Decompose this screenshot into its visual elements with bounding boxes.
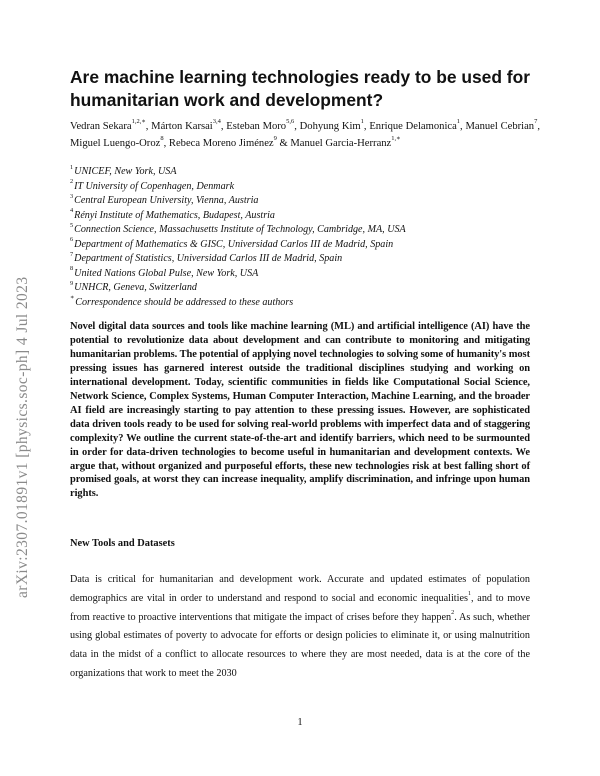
author-separator: , xyxy=(145,121,152,132)
author-separator: , xyxy=(294,121,300,132)
affiliation-text: United Nations Global Pulse, New York, USA xyxy=(74,267,259,279)
affiliation-text: UNICEF, New York, USA xyxy=(74,166,177,177)
affiliation-text: Correspondence should be addressed to these authors xyxy=(75,296,294,308)
affiliation-mark: 8 xyxy=(70,265,74,273)
affiliation-text: Department of Statistics, Universidad Carlos III de Madrid, Spain xyxy=(74,253,343,264)
author-name: Dohyung Kim xyxy=(299,121,361,132)
affiliation-mark: 1 xyxy=(70,163,74,171)
affiliation-text: Connection Science, Massachusetts Institute of Technology, Cambridge, MA, USA xyxy=(74,224,406,235)
author-name: Rebeca Moreno Jiménez xyxy=(168,137,274,149)
author-separator: , xyxy=(460,121,466,132)
affiliation-text: UNHCR, Geneva, Switzerland xyxy=(74,282,197,293)
affiliation-list xyxy=(70,165,540,310)
paper-title: Are machine learning technologies ready to be used for humanitarian work and development? xyxy=(70,67,530,110)
affiliation-item xyxy=(70,209,540,224)
affiliation-item xyxy=(70,238,540,253)
author-affiliation-mark: 1,2,∗ xyxy=(131,118,146,126)
author-name: Márton Karsai xyxy=(151,121,213,132)
affiliation-item xyxy=(70,165,540,180)
body-text-segment: , and to move from reactive to proactive interventions that mitigate the impact of crises before they happen xyxy=(70,592,530,623)
author-separator: , xyxy=(537,121,541,132)
affiliation-mark: 4 xyxy=(70,207,74,215)
affiliation-text: IT University of Copenhagen, Denmark xyxy=(74,180,235,192)
body-paragraph xyxy=(70,571,530,684)
author-affiliation-mark: 8 xyxy=(160,134,164,142)
author-affiliation-mark: 5,6 xyxy=(286,118,295,126)
citation-ref[interactable]: 1 xyxy=(467,590,472,598)
affiliation-item xyxy=(70,267,540,282)
author-list xyxy=(70,119,540,152)
affiliation-item xyxy=(70,281,540,296)
author-name: Esteban Moro xyxy=(226,121,287,132)
affiliation-item xyxy=(70,252,540,267)
author-affiliation-mark: 3,4 xyxy=(212,118,221,126)
author-affiliation-mark: 7 xyxy=(534,118,538,126)
author-affiliation-mark: 1 xyxy=(456,118,461,126)
affiliation-mark: 5 xyxy=(70,221,74,229)
author-name: Manuel Garcia-Herranz xyxy=(290,137,392,149)
section-heading: New Tools and Datasets xyxy=(70,538,175,549)
abstract: Novel digital data sources and tools like machine learning (ML) and artificial intelligence (AI) have the potential to revolutionize data about development and can contribute to monitoring and mitigating humanitarian problems. The potential of applying novel technologies to solving some of humanity's most pressing issues has garnered interest outside the traditional disciplines studying and working on international development. Today, scientific communities in fields like Computational Social Science, Network Science, Complex Systems, Human Computer Interaction, Machine Learning, and the broader AI field are increasingly starting to pay attention to these pressing issues. However, are sophisticated data driven tools ready to be used for solving real-world problems with imperfect data and of staggering complexity? We outline the current state-of-the-art and identify barriers, which need to be surmounted in order for data-driven technologies to become useful in humanitarian and development contexts. We argue that, without organized and purposeful efforts, these new technologies risk at best falling short of promised goals, at worst they can increase inequality, amplify discrimination, and infringe upon human rights. xyxy=(70,321,530,500)
affiliation-item xyxy=(70,194,540,209)
affiliation-mark: 7 xyxy=(70,250,74,258)
author-separator: & xyxy=(276,137,291,149)
affiliation-text: Department of Mathematics & GISC, Universidad Carlos III de Madrid, Spain xyxy=(74,238,394,250)
author-separator: , xyxy=(220,121,227,132)
affiliation-text: Central European University, Vienna, Austria xyxy=(74,195,259,206)
author-affiliation-mark: 1,∗ xyxy=(391,134,401,142)
arxiv-identifier-stamp: arXiv:2307.01891v1 [physics.soc-ph] 4 Jul 2023 xyxy=(14,276,31,598)
affiliation-mark: 6 xyxy=(70,236,74,244)
affiliation-mark: ∗ xyxy=(70,294,75,302)
correspondence-note xyxy=(70,296,540,311)
affiliation-mark: 9 xyxy=(70,279,74,287)
affiliation-item xyxy=(70,223,540,238)
author-affiliation-mark: 1 xyxy=(360,118,364,126)
author-name: Enrique Delamonica xyxy=(369,121,457,132)
affiliation-item xyxy=(70,180,540,195)
body-text-segment: Data is critical for humanitarian and development work. Accurate and updated estimates of population demographics are vital in order to understand and respond to social and economic inequalities xyxy=(70,574,530,604)
body-text-segment: . As such, whether using global estimates of poverty to advocate for efforts or design policies to eliminate it, or using malnutrition data in the midst of a conflict to allocate resources to where they are most needed, data is at the core of the organizations that work to meet the 2030 xyxy=(70,611,530,679)
author-name: Manuel Cebrian xyxy=(465,121,535,132)
author-name: Vedran Sekara xyxy=(70,121,132,132)
affiliation-mark: 3 xyxy=(70,192,74,200)
page-number: 1 xyxy=(297,717,303,728)
affiliation-text: Rényi Institute of Mathematics, Budapest, Austria xyxy=(74,209,275,221)
affiliation-mark: 2 xyxy=(70,178,74,186)
author-name: Miguel Luengo-Oroz xyxy=(70,137,161,149)
citation-ref[interactable]: 2 xyxy=(451,609,455,617)
author-affiliation-mark: 9 xyxy=(273,134,277,142)
author-separator: , xyxy=(363,121,370,132)
author-separator: , xyxy=(163,137,169,149)
